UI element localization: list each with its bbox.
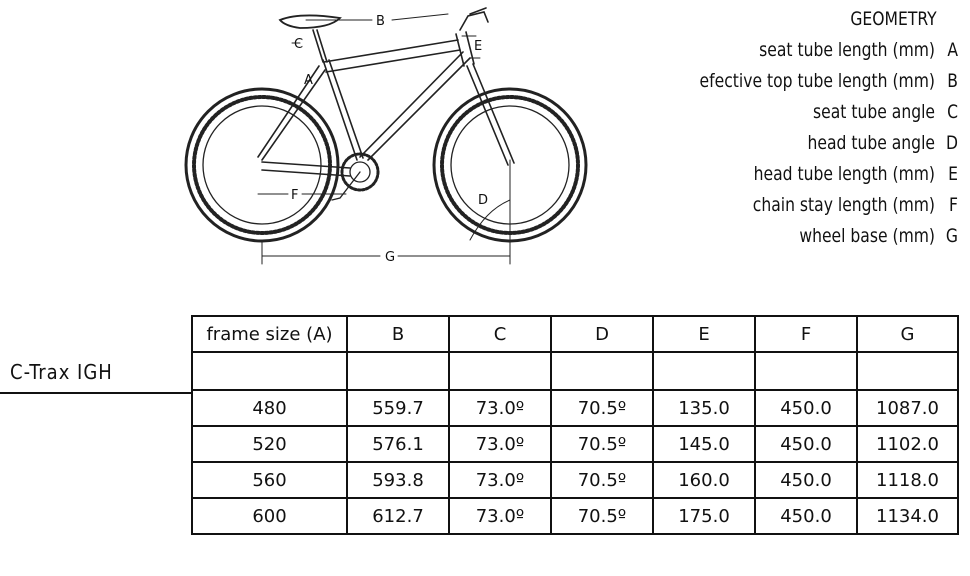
table-cell: 70.5º [551,462,653,498]
table-cell: 1102.0 [857,426,958,462]
geometry-legend [614,4,958,252]
table-cell: 480 [192,390,347,426]
legend-item: wheel base (mm) G [799,225,958,247]
table-cell: 612.7 [347,498,449,534]
legend-item: chain stay length (mm) F [752,194,958,216]
table-cell: 576.1 [347,426,449,462]
table-cell: 70.5º [551,390,653,426]
header-cell: frame size (A) [192,316,347,352]
table-cell: 1087.0 [857,390,958,426]
legend-item: seat tube angle C [813,101,958,123]
table-cell: 559.7 [347,390,449,426]
label-a: A [304,73,313,88]
table-cell: 450.0 [755,426,857,462]
model-name: C-Trax IGH [10,360,113,384]
table-cell: 450.0 [755,390,857,426]
table-cell: 70.5º [551,498,653,534]
table-cell: 175.0 [653,498,755,534]
header-cell: D [551,316,653,352]
frame [258,8,514,176]
table-blank-row [192,352,958,390]
legend-item: efective top tube length (mm) B [699,70,958,92]
label-b: B [376,14,385,29]
table-cell: 560 [192,462,347,498]
table-cell: 1118.0 [857,462,958,498]
header-cell: B [347,316,449,352]
table-cell: 520 [192,426,347,462]
table-cell: 600 [192,498,347,534]
legend-item: head tube angle D [807,132,958,154]
label-f: F [291,188,299,203]
legend-title: GEOMETRY [850,8,937,30]
label-d: D [478,193,489,208]
legend-item: seat tube length (mm) A [759,39,958,61]
table-header-row [192,316,958,352]
header-cell: C [449,316,551,352]
table-cell: 593.8 [347,462,449,498]
label-c: C [294,37,304,52]
header-cell: F [755,316,857,352]
table-cell: 73.0º [449,390,551,426]
table-row [192,498,958,534]
header-cell: E [653,316,755,352]
table-cell: 1134.0 [857,498,958,534]
label-e: E [474,39,483,54]
saddle [280,15,340,28]
legend-item: head tube length (mm) E [753,163,958,185]
table-row [192,462,958,498]
header-cell: G [857,316,958,352]
table-cell: 160.0 [653,462,755,498]
table-row [192,426,958,462]
geometry-table [191,315,959,535]
model-divider [0,392,193,394]
table-cell: 145.0 [653,426,755,462]
table-cell: 73.0º [449,462,551,498]
table-row [192,390,958,426]
table-cell: 450.0 [755,498,857,534]
table-cell: 70.5º [551,426,653,462]
label-g: G [385,250,396,265]
table-cell: 73.0º [449,498,551,534]
table-cell: 73.0º [449,426,551,462]
table-cell: 135.0 [653,390,755,426]
table-cell: 450.0 [755,462,857,498]
